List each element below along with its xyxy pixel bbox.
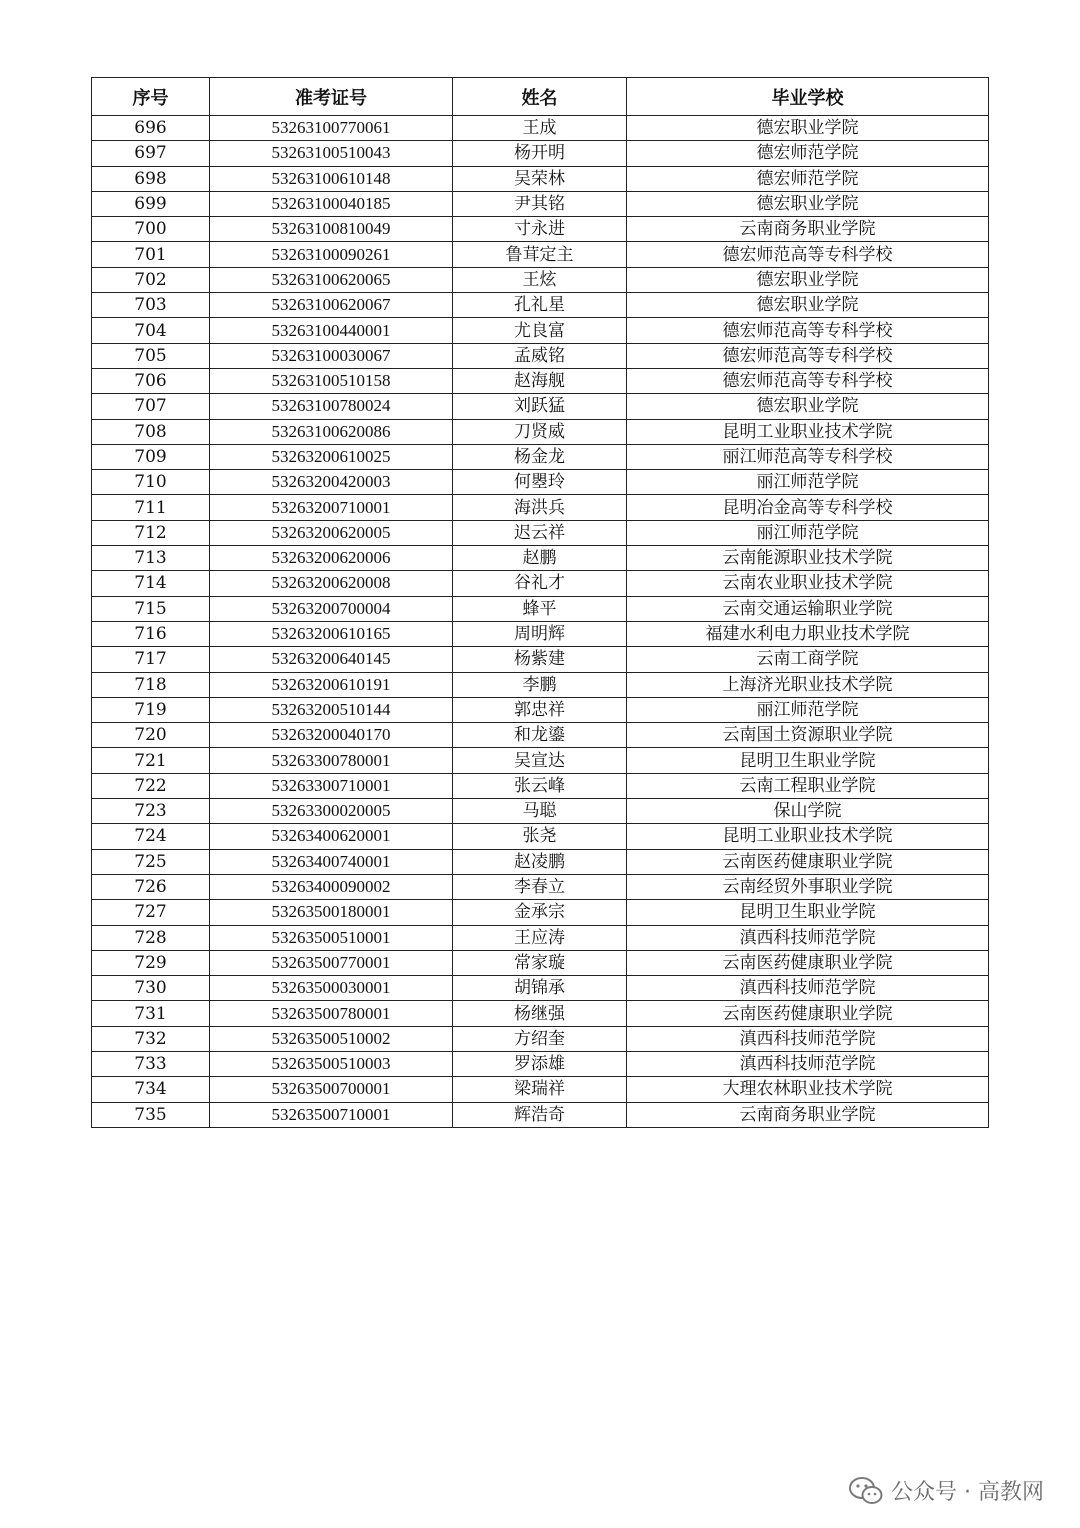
cell-name: 海洪兵: [453, 495, 627, 520]
cell-exam-number: 53263300710001: [210, 773, 453, 798]
cell-name: 金承宗: [453, 900, 627, 925]
cell-name: 郭忠祥: [453, 697, 627, 722]
cell-school: 德宏职业学院: [627, 394, 989, 419]
table-row: [92, 571, 989, 596]
cell-serial: 731: [92, 1001, 210, 1026]
table-row: [92, 267, 989, 292]
cell-school: 德宏职业学院: [627, 293, 989, 318]
cell-exam-number: 53263200620005: [210, 520, 453, 545]
cell-name: 孟威铭: [453, 343, 627, 368]
table-row: [92, 723, 989, 748]
header-name: 姓名: [453, 78, 627, 116]
cell-school: 丽江师范高等专科学校: [627, 444, 989, 469]
cell-serial: 707: [92, 394, 210, 419]
cell-serial: 696: [92, 116, 210, 141]
cell-exam-number: 53263100620067: [210, 293, 453, 318]
cell-name: 谷礼才: [453, 571, 627, 596]
cell-exam-number: 53263300780001: [210, 748, 453, 773]
cell-exam-number: 53263100440001: [210, 318, 453, 343]
table-row: [92, 647, 989, 672]
cell-exam-number: 53263100090261: [210, 242, 453, 267]
table-row: [92, 925, 989, 950]
cell-name: 杨开明: [453, 141, 627, 166]
cell-exam-number: 53263400620001: [210, 824, 453, 849]
cell-name: 吴荣林: [453, 166, 627, 191]
cell-name: 尹其铭: [453, 191, 627, 216]
cell-name: 罗添雄: [453, 1051, 627, 1076]
cell-school: 保山学院: [627, 799, 989, 824]
cell-serial: 718: [92, 672, 210, 697]
cell-exam-number: 53263200610165: [210, 621, 453, 646]
table-row: [92, 773, 989, 798]
cell-exam-number: 53263500510003: [210, 1051, 453, 1076]
cell-school: 云南医药健康职业学院: [627, 950, 989, 975]
cell-school: 滇西科技师范学院: [627, 976, 989, 1001]
cell-exam-number: 53263100620086: [210, 419, 453, 444]
cell-exam-number: 53263100610148: [210, 166, 453, 191]
cell-serial: 735: [92, 1102, 210, 1127]
cell-exam-number: 53263200710001: [210, 495, 453, 520]
cell-school: 云南农业职业技术学院: [627, 571, 989, 596]
cell-exam-number: 53263200610191: [210, 672, 453, 697]
cell-name: 张尧: [453, 824, 627, 849]
cell-exam-number: 53263100510158: [210, 368, 453, 393]
cell-serial: 716: [92, 621, 210, 646]
table-row: [92, 824, 989, 849]
cell-name: 赵鹏: [453, 546, 627, 571]
header-exam-number: 准考证号: [210, 78, 453, 116]
cell-name: 孔礼星: [453, 293, 627, 318]
cell-name: 马聪: [453, 799, 627, 824]
cell-exam-number: 53263200610025: [210, 444, 453, 469]
cell-name: 杨紫建: [453, 647, 627, 672]
table-row: [92, 546, 989, 571]
cell-name: 张云峰: [453, 773, 627, 798]
cell-school: 德宏师范高等专科学校: [627, 318, 989, 343]
table-row: [92, 1051, 989, 1076]
cell-exam-number: 53263200510144: [210, 697, 453, 722]
table-row: [92, 444, 989, 469]
cell-school: 云南医药健康职业学院: [627, 849, 989, 874]
cell-school: 云南能源职业技术学院: [627, 546, 989, 571]
cell-serial: 734: [92, 1077, 210, 1102]
table-row: [92, 799, 989, 824]
table-body: [92, 116, 989, 1128]
table-row: [92, 343, 989, 368]
cell-serial: 724: [92, 824, 210, 849]
cell-exam-number: 53263500510001: [210, 925, 453, 950]
cell-school: 德宏师范高等专科学校: [627, 343, 989, 368]
cell-serial: 712: [92, 520, 210, 545]
cell-school: 德宏职业学院: [627, 267, 989, 292]
cell-school: 云南工商学院: [627, 647, 989, 672]
cell-serial: 711: [92, 495, 210, 520]
cell-exam-number: 53263400090002: [210, 874, 453, 899]
cell-serial: 725: [92, 849, 210, 874]
cell-school: 德宏师范高等专科学校: [627, 242, 989, 267]
cell-serial: 732: [92, 1026, 210, 1051]
cell-school: 德宏职业学院: [627, 191, 989, 216]
cell-serial: 722: [92, 773, 210, 798]
cell-serial: 702: [92, 267, 210, 292]
cell-school: 德宏职业学院: [627, 116, 989, 141]
cell-serial: 715: [92, 596, 210, 621]
cell-school: 上海济光职业技术学院: [627, 672, 989, 697]
cell-name: 蜂平: [453, 596, 627, 621]
table-row: [92, 470, 989, 495]
cell-school: 云南工程职业学院: [627, 773, 989, 798]
cell-school: 德宏师范学院: [627, 166, 989, 191]
cell-exam-number: 53263400740001: [210, 849, 453, 874]
table-row: [92, 141, 989, 166]
watermark-text: 公众号 · 高教网: [891, 1480, 1044, 1505]
header-serial: 序号: [92, 78, 210, 116]
cell-serial: 714: [92, 571, 210, 596]
cell-name: 寸永进: [453, 217, 627, 242]
cell-name: 杨金龙: [453, 444, 627, 469]
table-row: [92, 874, 989, 899]
cell-exam-number: 53263500180001: [210, 900, 453, 925]
cell-name: 杨继强: [453, 1001, 627, 1026]
table-row: [92, 1077, 989, 1102]
cell-serial: 727: [92, 900, 210, 925]
cell-name: 王成: [453, 116, 627, 141]
cell-school: 云南商务职业学院: [627, 1102, 989, 1127]
cell-serial: 710: [92, 470, 210, 495]
cell-name: 常家璇: [453, 950, 627, 975]
cell-name: 尤良富: [453, 318, 627, 343]
cell-serial: 709: [92, 444, 210, 469]
cell-school: 丽江师范学院: [627, 470, 989, 495]
watermark: [849, 1475, 1044, 1506]
cell-serial: 698: [92, 166, 210, 191]
table-row: [92, 293, 989, 318]
cell-school: 昆明卫生职业学院: [627, 748, 989, 773]
cell-name: 李鹏: [453, 672, 627, 697]
table-row: [92, 368, 989, 393]
cell-school: 云南国土资源职业学院: [627, 723, 989, 748]
cell-exam-number: 53263100510043: [210, 141, 453, 166]
cell-school: 昆明工业职业技术学院: [627, 419, 989, 444]
cell-name: 迟云祥: [453, 520, 627, 545]
cell-exam-number: 53263200420003: [210, 470, 453, 495]
cell-serial: 728: [92, 925, 210, 950]
wechat-icon: [849, 1476, 883, 1506]
cell-exam-number: 53263100770061: [210, 116, 453, 141]
table-row: [92, 672, 989, 697]
table-row: [92, 900, 989, 925]
cell-school: 云南经贸外事职业学院: [627, 874, 989, 899]
cell-name: 吴宣达: [453, 748, 627, 773]
cell-school: 滇西科技师范学院: [627, 925, 989, 950]
cell-exam-number: 53263500030001: [210, 976, 453, 1001]
cell-serial: 717: [92, 647, 210, 672]
cell-name: 李春立: [453, 874, 627, 899]
cell-serial: 730: [92, 976, 210, 1001]
table-row: [92, 520, 989, 545]
cell-name: 梁瑞祥: [453, 1077, 627, 1102]
cell-exam-number: 53263200040170: [210, 723, 453, 748]
header-row: [92, 78, 989, 116]
cell-serial: 697: [92, 141, 210, 166]
table-row: [92, 166, 989, 191]
table-row: [92, 217, 989, 242]
cell-school: 昆明冶金高等专科学校: [627, 495, 989, 520]
header-school: 毕业学校: [627, 78, 989, 116]
cell-exam-number: 53263200620008: [210, 571, 453, 596]
cell-exam-number: 53263500770001: [210, 950, 453, 975]
table-row: [92, 748, 989, 773]
cell-name: 王炫: [453, 267, 627, 292]
cell-school: 丽江师范学院: [627, 520, 989, 545]
cell-name: 和龙鎏: [453, 723, 627, 748]
cell-serial: 729: [92, 950, 210, 975]
table-row: [92, 596, 989, 621]
cell-serial: 704: [92, 318, 210, 343]
cell-exam-number: 53263200640145: [210, 647, 453, 672]
table-row: [92, 1026, 989, 1051]
cell-school: 福建水利电力职业技术学院: [627, 621, 989, 646]
table-row: [92, 191, 989, 216]
cell-serial: 726: [92, 874, 210, 899]
cell-name: 王应涛: [453, 925, 627, 950]
cell-serial: 719: [92, 697, 210, 722]
cell-name: 赵凌鹏: [453, 849, 627, 874]
table-header: [92, 78, 989, 116]
cell-name: 方绍奎: [453, 1026, 627, 1051]
cell-serial: 700: [92, 217, 210, 242]
cell-name: 辉浩奇: [453, 1102, 627, 1127]
table-row: [92, 242, 989, 267]
cell-name: 胡锦承: [453, 976, 627, 1001]
cell-serial: 706: [92, 368, 210, 393]
cell-name: 鲁茸定主: [453, 242, 627, 267]
cell-serial: 703: [92, 293, 210, 318]
cell-school: 德宏师范高等专科学校: [627, 368, 989, 393]
cell-serial: 721: [92, 748, 210, 773]
cell-exam-number: 53263500700001: [210, 1077, 453, 1102]
cell-exam-number: 53263100030067: [210, 343, 453, 368]
cell-exam-number: 53263200620006: [210, 546, 453, 571]
cell-school: 滇西科技师范学院: [627, 1051, 989, 1076]
cell-school: 云南商务职业学院: [627, 217, 989, 242]
table-row: [92, 495, 989, 520]
cell-exam-number: 53263100620065: [210, 267, 453, 292]
cell-exam-number: 53263500510002: [210, 1026, 453, 1051]
cell-exam-number: 53263100780024: [210, 394, 453, 419]
cell-serial: 701: [92, 242, 210, 267]
table-row: [92, 621, 989, 646]
table-row: [92, 697, 989, 722]
cell-name: 刀贤威: [453, 419, 627, 444]
cell-serial: 723: [92, 799, 210, 824]
cell-name: 周明辉: [453, 621, 627, 646]
cell-school: 滇西科技师范学院: [627, 1026, 989, 1051]
cell-exam-number: 53263200700004: [210, 596, 453, 621]
cell-school: 丽江师范学院: [627, 697, 989, 722]
cell-school: 德宏师范学院: [627, 141, 989, 166]
table-row: [92, 419, 989, 444]
cell-serial: 720: [92, 723, 210, 748]
table-row: [92, 976, 989, 1001]
admission-list-table: [91, 77, 989, 1128]
cell-school: 昆明工业职业技术学院: [627, 824, 989, 849]
table-row: [92, 394, 989, 419]
cell-name: 赵海舰: [453, 368, 627, 393]
cell-exam-number: 53263500780001: [210, 1001, 453, 1026]
table-row: [92, 849, 989, 874]
cell-school: 云南医药健康职业学院: [627, 1001, 989, 1026]
table-row: [92, 318, 989, 343]
table-row: [92, 950, 989, 975]
cell-serial: 733: [92, 1051, 210, 1076]
cell-name: 何瞾玲: [453, 470, 627, 495]
table-row: [92, 1001, 989, 1026]
cell-exam-number: 53263100810049: [210, 217, 453, 242]
cell-serial: 699: [92, 191, 210, 216]
cell-exam-number: 53263500710001: [210, 1102, 453, 1127]
cell-serial: 713: [92, 546, 210, 571]
cell-school: 昆明卫生职业学院: [627, 900, 989, 925]
cell-name: 刘跃猛: [453, 394, 627, 419]
cell-serial: 708: [92, 419, 210, 444]
table-row: [92, 116, 989, 141]
cell-exam-number: 53263300020005: [210, 799, 453, 824]
cell-exam-number: 53263100040185: [210, 191, 453, 216]
cell-serial: 705: [92, 343, 210, 368]
table-row: [92, 1102, 989, 1127]
cell-school: 云南交通运输职业学院: [627, 596, 989, 621]
cell-school: 大理农林职业技术学院: [627, 1077, 989, 1102]
